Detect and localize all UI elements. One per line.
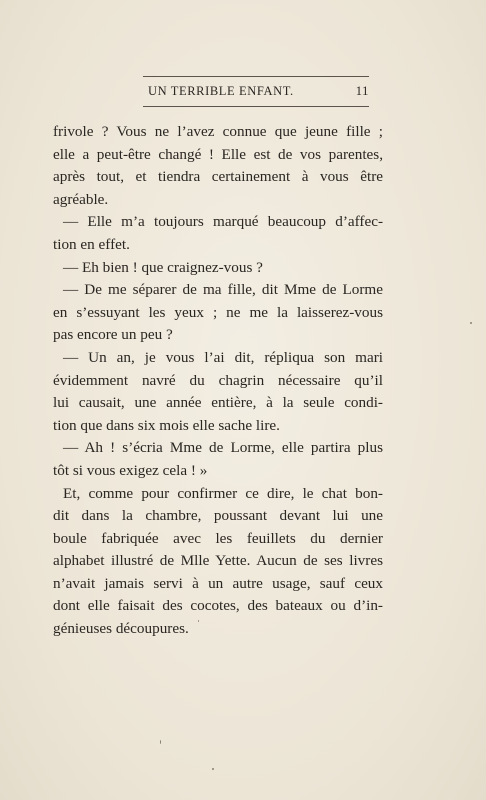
text-line: génieuses découpures. [53, 620, 189, 638]
text-line: tion en effet. [53, 235, 130, 253]
paper-speck [160, 740, 161, 744]
text-line: boule fabriquée avec les feuillets du dernier [53, 529, 383, 547]
text-line: lui causait, une année entière, à la seule condi- [53, 394, 383, 412]
text-line: évidemment navré du chagrin nécessaire qu’il [53, 371, 383, 389]
text-line: pas encore un peu ? [53, 326, 173, 344]
text-line: Et, comme pour confirmer ce dire, le chat bon- [63, 484, 383, 502]
text-line: frivole ? Vous ne l’avez connue que jeune fille ; [53, 123, 383, 140]
text-line: après tout, et tiendra certainement à vous être [53, 168, 383, 186]
text-line: dit dans la chambre, poussant devant lui une [53, 507, 383, 525]
text-line: tôt si vous exigez cela ! » [53, 461, 208, 479]
text-line: agréable. [53, 190, 109, 208]
text-line: — Un an, je vous l’ai dit, répliqua son mari [63, 348, 383, 366]
running-title: UN TERRIBLE ENFANT. [148, 84, 294, 98]
body-text [53, 121, 383, 641]
text-line: — De me séparer de ma fille, dit Mme de Lorme [63, 281, 383, 299]
paper-speck [212, 768, 214, 770]
text-line: — Eh bien ! que craignez-vous ? [63, 258, 263, 276]
text-line: dont elle faisait des cocotes, des bateaux ou d’in- [53, 597, 383, 615]
paper-speck [470, 322, 472, 324]
text-line: elle a peut-être changé ! Elle est de vos parentes, [53, 145, 383, 163]
page-number: 11 [355, 84, 369, 98]
text-line: — Ah ! s’écria Mme de Lorme, elle partira plus [63, 439, 383, 457]
text-line: en s’essuyant les yeux ; ne me la laisserez-vous [53, 303, 383, 321]
text-line: tion que dans six mois elle sache lire. [53, 416, 280, 434]
paper-speck [198, 620, 199, 622]
text-line: — Elle m’a toujours marqué beaucoup d’affec- [63, 213, 383, 231]
running-header [143, 84, 369, 102]
header-rule-top [143, 76, 369, 77]
header-rule-bottom [143, 106, 369, 107]
text-line: n’avait jamais servi à un autre usage, sauf ceux [53, 574, 383, 592]
text-line: alphabet illustré de Mlle Yette. Aucun de ses livres [53, 552, 383, 570]
